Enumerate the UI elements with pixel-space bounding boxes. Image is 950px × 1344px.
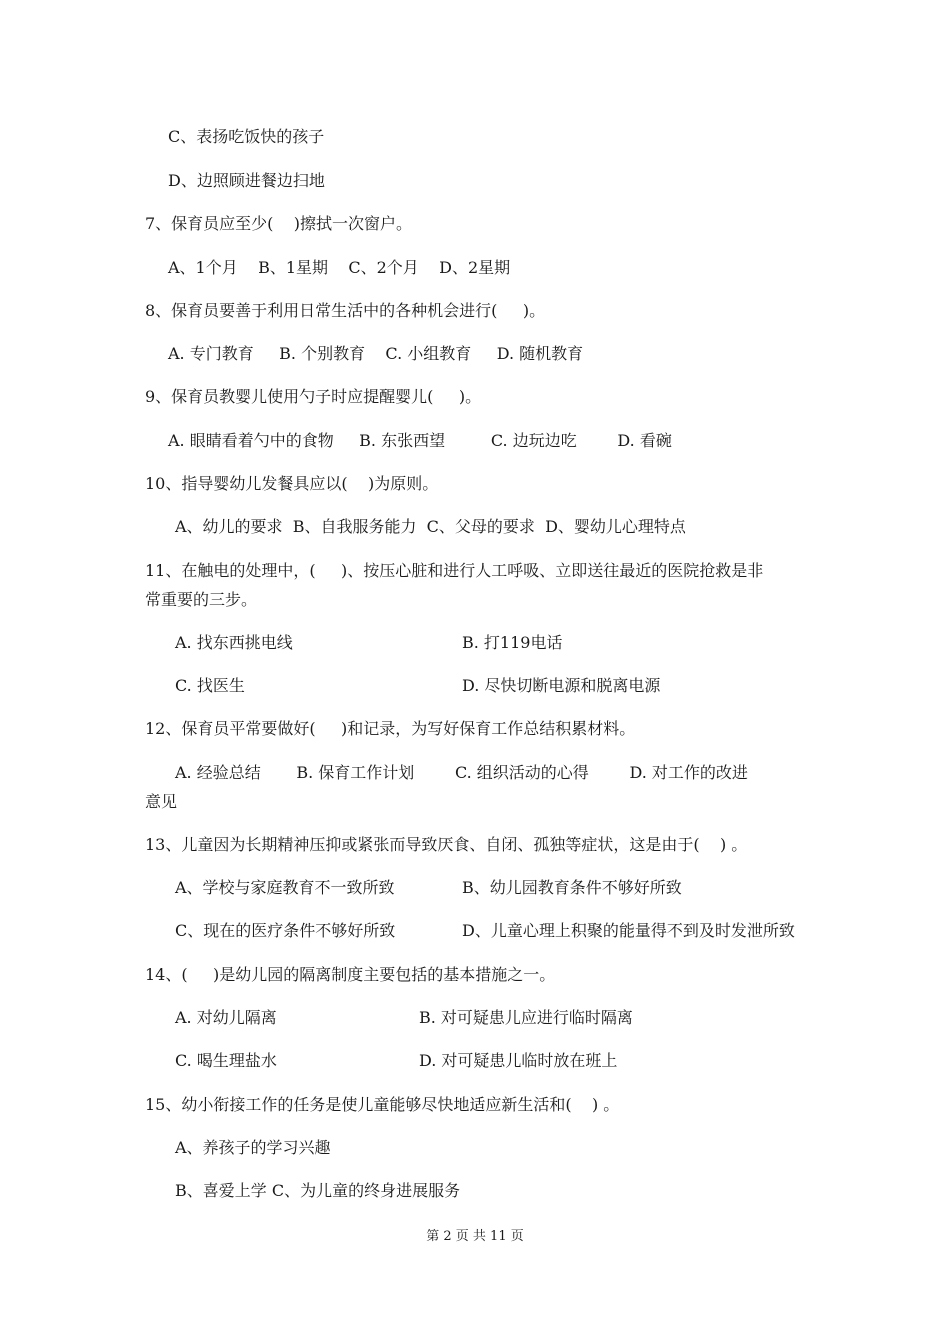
question-11-option-c: C. 找医生 — [175, 676, 245, 695]
question-14-option-b: B. 对可疑患儿应进行临时隔离 — [419, 1008, 633, 1027]
question-13: 13、儿童因为长期精神压抑或紧张而导致厌食、自闭、孤独等症状，这是由于( ) 。 — [145, 835, 748, 854]
question-11-option-b: B. 打119电话 — [462, 633, 563, 652]
question-11-option-a: A. 找东西挑电线 — [175, 633, 293, 652]
question-13-option-a: A、学校与家庭教育不一致所致 — [175, 878, 395, 897]
question-14-option-d: D. 对可疑患儿临时放在班上 — [419, 1051, 618, 1070]
page-number: 第 2 页 共 11 页 — [426, 1229, 524, 1244]
question-13-option-d: D、儿童心理上积聚的能量得不到及时发泄所致 — [462, 921, 795, 940]
question-10: 10、指导婴幼儿发餐具应以( )为原则。 — [145, 474, 439, 493]
question-7-options: A、1个月 B、1星期 C、2个月 D、2星期 — [168, 258, 511, 277]
question-13-option-b: B、幼儿园教育条件不够好所致 — [462, 878, 682, 897]
question-9: 9、保育员教婴儿使用勺子时应提醒婴儿( )。 — [145, 387, 482, 406]
question-13-option-c: C、现在的医疗条件不够好所致 — [175, 921, 396, 940]
question-10-options: A、幼儿的要求 B、自我服务能力 C、父母的要求 D、婴幼儿心理特点 — [175, 517, 686, 536]
question-15-options-bc: B、喜爱上学 C、为儿童的终身进展服务 — [175, 1181, 461, 1200]
question-14: 14、( )是幼儿园的隔离制度主要包括的基本措施之一。 — [145, 965, 556, 984]
question-12: 12、保育员平常要做好( )和记录，为写好保育工作总结积累材料。 — [145, 719, 636, 738]
question-14-option-c: C. 喝生理盐水 — [175, 1051, 277, 1070]
question-12-options-line-1: A. 经验总结 B. 保育工作计划 C. 组织活动的心得 D. 对工作的改进 — [175, 763, 748, 782]
question-7: 7、保育员应至少( )擦拭一次窗户。 — [145, 214, 413, 233]
question-15: 15、幼小衔接工作的任务是使儿童能够尽快地适应新生活和( ) 。 — [145, 1095, 620, 1114]
question-11-line-1: 11、在触电的处理中，( )、按压心脏和进行人工呼吸、立即送往最近的医院抢救是非 — [145, 561, 764, 580]
question-12-options-line-2: 意见 — [145, 792, 178, 811]
q6-option-c: C、表扬吃饭快的孩子 — [168, 127, 325, 146]
question-8: 8、保育员要善于利用日常生活中的各种机会进行( )。 — [145, 301, 546, 320]
question-9-options: A. 眼睛看着勺中的食物 B. 东张西望 C. 边玩边吃 D. 看碗 — [168, 431, 672, 450]
q6-option-d: D、边照顾进餐边扫地 — [168, 171, 325, 190]
question-15-option-a: A、养孩子的学习兴趣 — [175, 1138, 331, 1157]
question-11-option-d: D. 尽快切断电源和脱离电源 — [462, 676, 661, 695]
question-11-line-2: 常重要的三步。 — [145, 590, 258, 609]
question-14-option-a: A. 对幼儿隔离 — [175, 1008, 277, 1027]
question-8-options: A. 专门教育 B. 个别教育 C. 小组教育 D. 随机教育 — [168, 344, 584, 363]
